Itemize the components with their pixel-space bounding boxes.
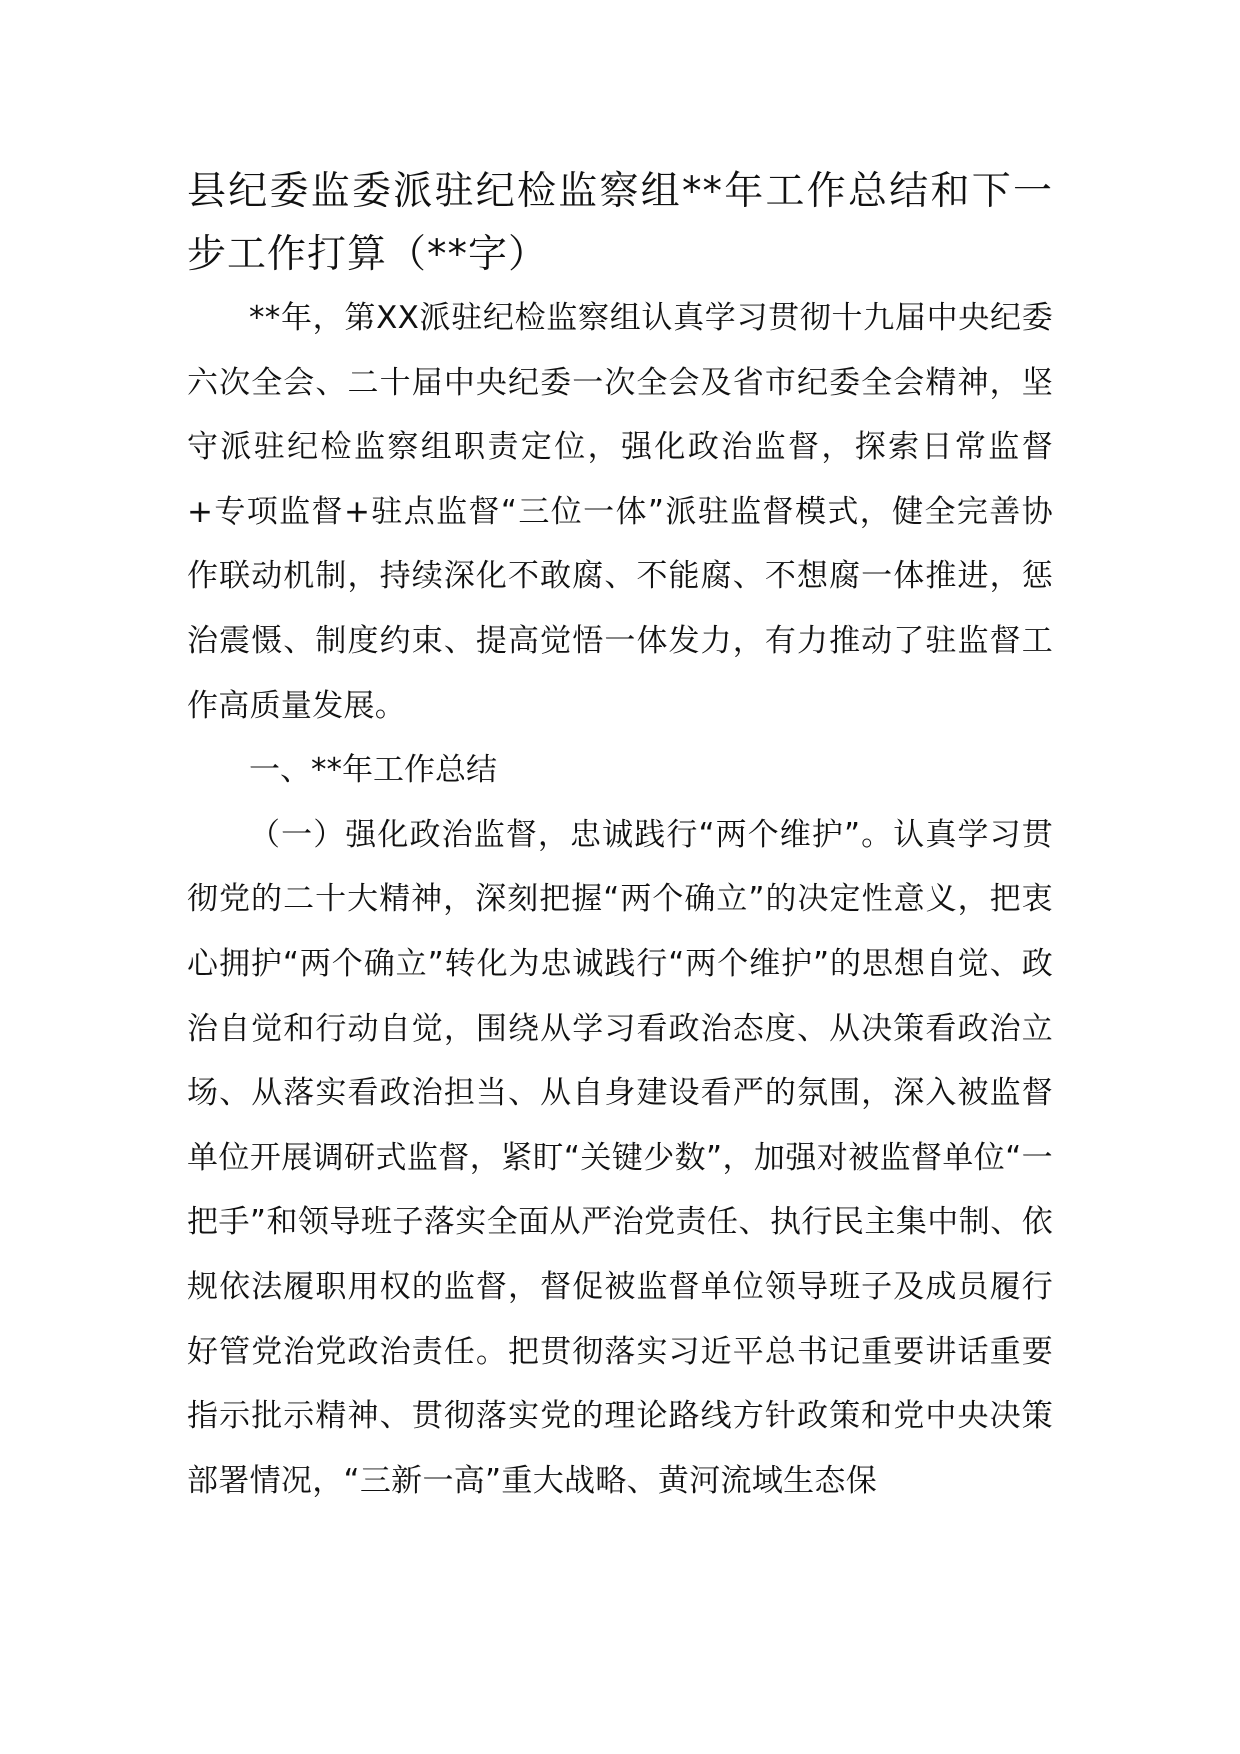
document-body <box>187 160 1053 1513</box>
intro-paragraph: **年，第XX派驻纪检监察组认真学习贯彻十九届中央纪委六次全会、二十届中央纪委一次全会及省市纪委全会精神，坚守派驻纪检监察组职责定位，强化政治监督，探索日常监督+专项监督+驻点监督“三位一体”派驻监督模式，健全完善协作联动机制，持续深化不敢腐、不能腐、不想腐一体推进，惩治震慑、制度约束、提高觉悟一体发力，有力推动了驻监督工作高质量发展。 <box>187 300 1053 724</box>
document-title: 县纪委监委派驻纪检监察组**年工作总结和下一步工作打算（**字） <box>187 169 1053 277</box>
section-paragraph: （一）强化政治监督，忠诚践行“两个维护”。认真学习贯彻党的二十大精神，深刻把握“两个确立”的决定性意义，把衷心拥护“两个确立”转化为忠诚践行“两个维护”的思想自觉、政治自觉和行动自觉，围绕从学习看政治态度、从决策看政治立场、从落实看政治担当、从自身建设看严的氛围，深入被监督单位开展调研式监督，紧盯“关键少数”，加强对被监督单位“一把手”和领导班子落实全面从严治党责任、执行民主集中制、依规依法履职用权的监督，督促被监督单位领导班子及成员履行好管党治党政治责任。把贯彻落实习近平总书记重要讲话重要指示批示精神、贯彻落实党的理论路线方针政策和党中央决策部署情况，“三新一高”重大战略、黄河流域生态保 <box>187 816 1053 1499</box>
section-heading: 一、**年工作总结 <box>249 752 497 789</box>
